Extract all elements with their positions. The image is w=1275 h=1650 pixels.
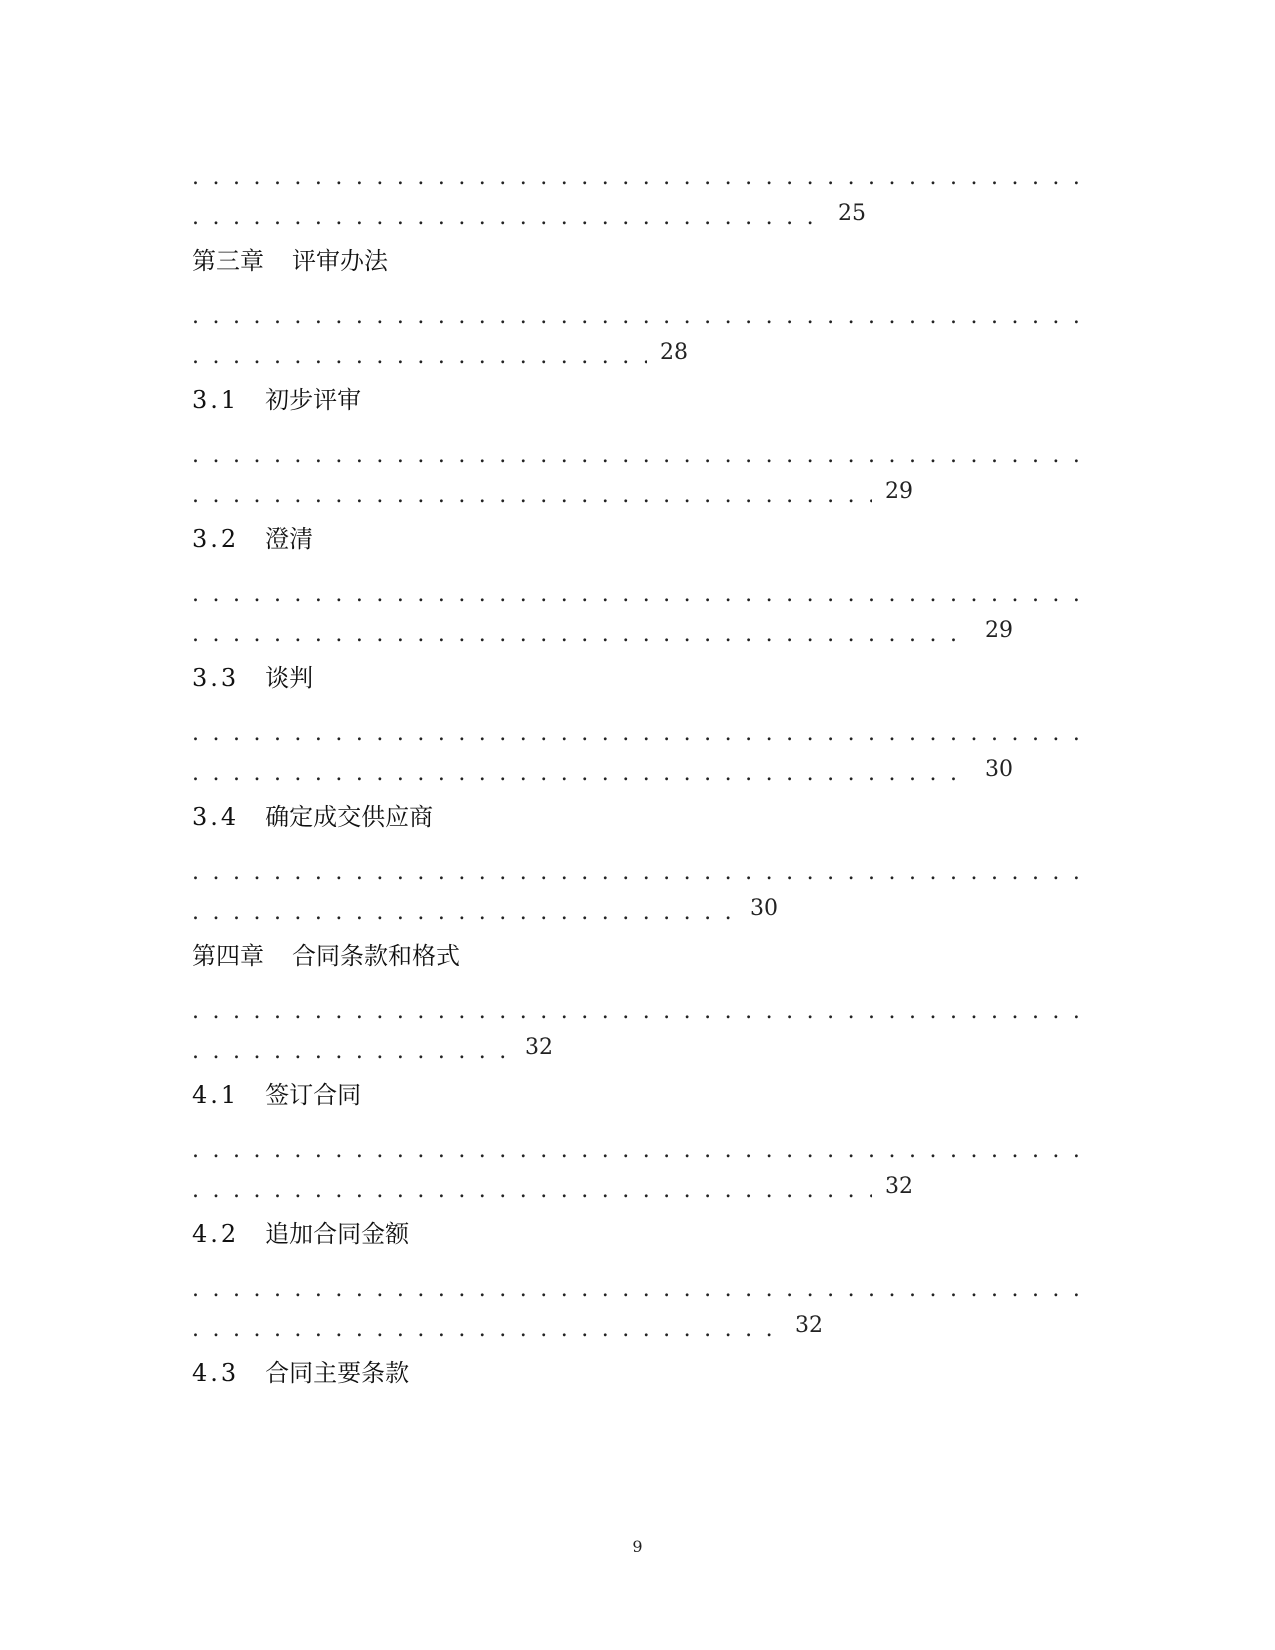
toc-entry-number: 3.2 xyxy=(192,525,240,553)
leader-dots xyxy=(192,168,1078,188)
toc-entry-number: 4.3 xyxy=(192,1359,240,1387)
toc-entry-title: 追加合同金额 xyxy=(265,1220,410,1248)
toc-entry-number: 第四章 xyxy=(192,942,264,970)
toc-entry-chapter-3[interactable] xyxy=(192,246,388,276)
toc-page-number: 32 xyxy=(795,1313,823,1338)
toc-entry-chapter-4[interactable] xyxy=(192,941,460,971)
toc-page-number: 25 xyxy=(838,201,866,226)
toc-entry-number: 4.1 xyxy=(192,1081,240,1109)
page-number-footer: 9 xyxy=(632,1537,643,1556)
leader-dots xyxy=(192,1002,1078,1022)
leader-dots xyxy=(192,625,972,645)
toc-entry-4-2[interactable] xyxy=(192,1219,409,1249)
toc-entry-number: 4.2 xyxy=(192,1220,240,1248)
leader-dots xyxy=(192,1042,512,1062)
toc-page-number: 30 xyxy=(985,757,1013,782)
toc-entry-3-4[interactable] xyxy=(192,802,433,832)
leader-dots xyxy=(192,1280,1078,1300)
toc-page-number: 32 xyxy=(885,1174,913,1199)
toc-page-number: 30 xyxy=(750,896,778,921)
leader-dots xyxy=(192,1181,872,1201)
toc-entry-title: 签订合同 xyxy=(265,1081,362,1109)
toc-page-number: 29 xyxy=(985,618,1013,643)
leader-dots xyxy=(192,1141,1078,1161)
toc-entry-3-3[interactable] xyxy=(192,663,313,693)
leader-dots xyxy=(192,764,972,784)
leader-dots xyxy=(192,903,737,923)
toc-page-number: 29 xyxy=(885,479,913,504)
toc-entry-title: 谈判 xyxy=(265,664,314,692)
toc-entry-4-3[interactable] xyxy=(192,1358,409,1388)
toc-entry-title: 评审办法 xyxy=(292,247,388,275)
toc-entry-4-1[interactable] xyxy=(192,1080,361,1110)
leader-dots xyxy=(192,724,1078,744)
toc-entry-title: 合同主要条款 xyxy=(265,1359,410,1387)
toc-page-number: 28 xyxy=(660,340,688,365)
toc-entry-number: 第三章 xyxy=(192,247,264,275)
leader-dots xyxy=(192,486,872,506)
leader-dots xyxy=(192,208,822,228)
leader-dots xyxy=(192,307,1078,327)
toc-page-number: 32 xyxy=(525,1035,553,1060)
leader-dots xyxy=(192,347,647,367)
toc-entry-number: 3.1 xyxy=(192,386,240,414)
leader-dots xyxy=(192,863,1078,883)
toc-entry-number: 3.4 xyxy=(192,803,240,831)
leader-dots xyxy=(192,446,1078,466)
toc-entry-title: 初步评审 xyxy=(265,386,362,414)
toc-entry-3-1[interactable] xyxy=(192,385,361,415)
toc-entry-title: 澄清 xyxy=(265,525,314,553)
toc-entry-number: 3.3 xyxy=(192,664,240,692)
toc-entry-title: 合同条款和格式 xyxy=(292,942,460,970)
toc-entry-title: 确定成交供应商 xyxy=(265,803,434,831)
toc-entry-3-2[interactable] xyxy=(192,524,313,554)
leader-dots xyxy=(192,585,1078,605)
leader-dots xyxy=(192,1320,782,1340)
